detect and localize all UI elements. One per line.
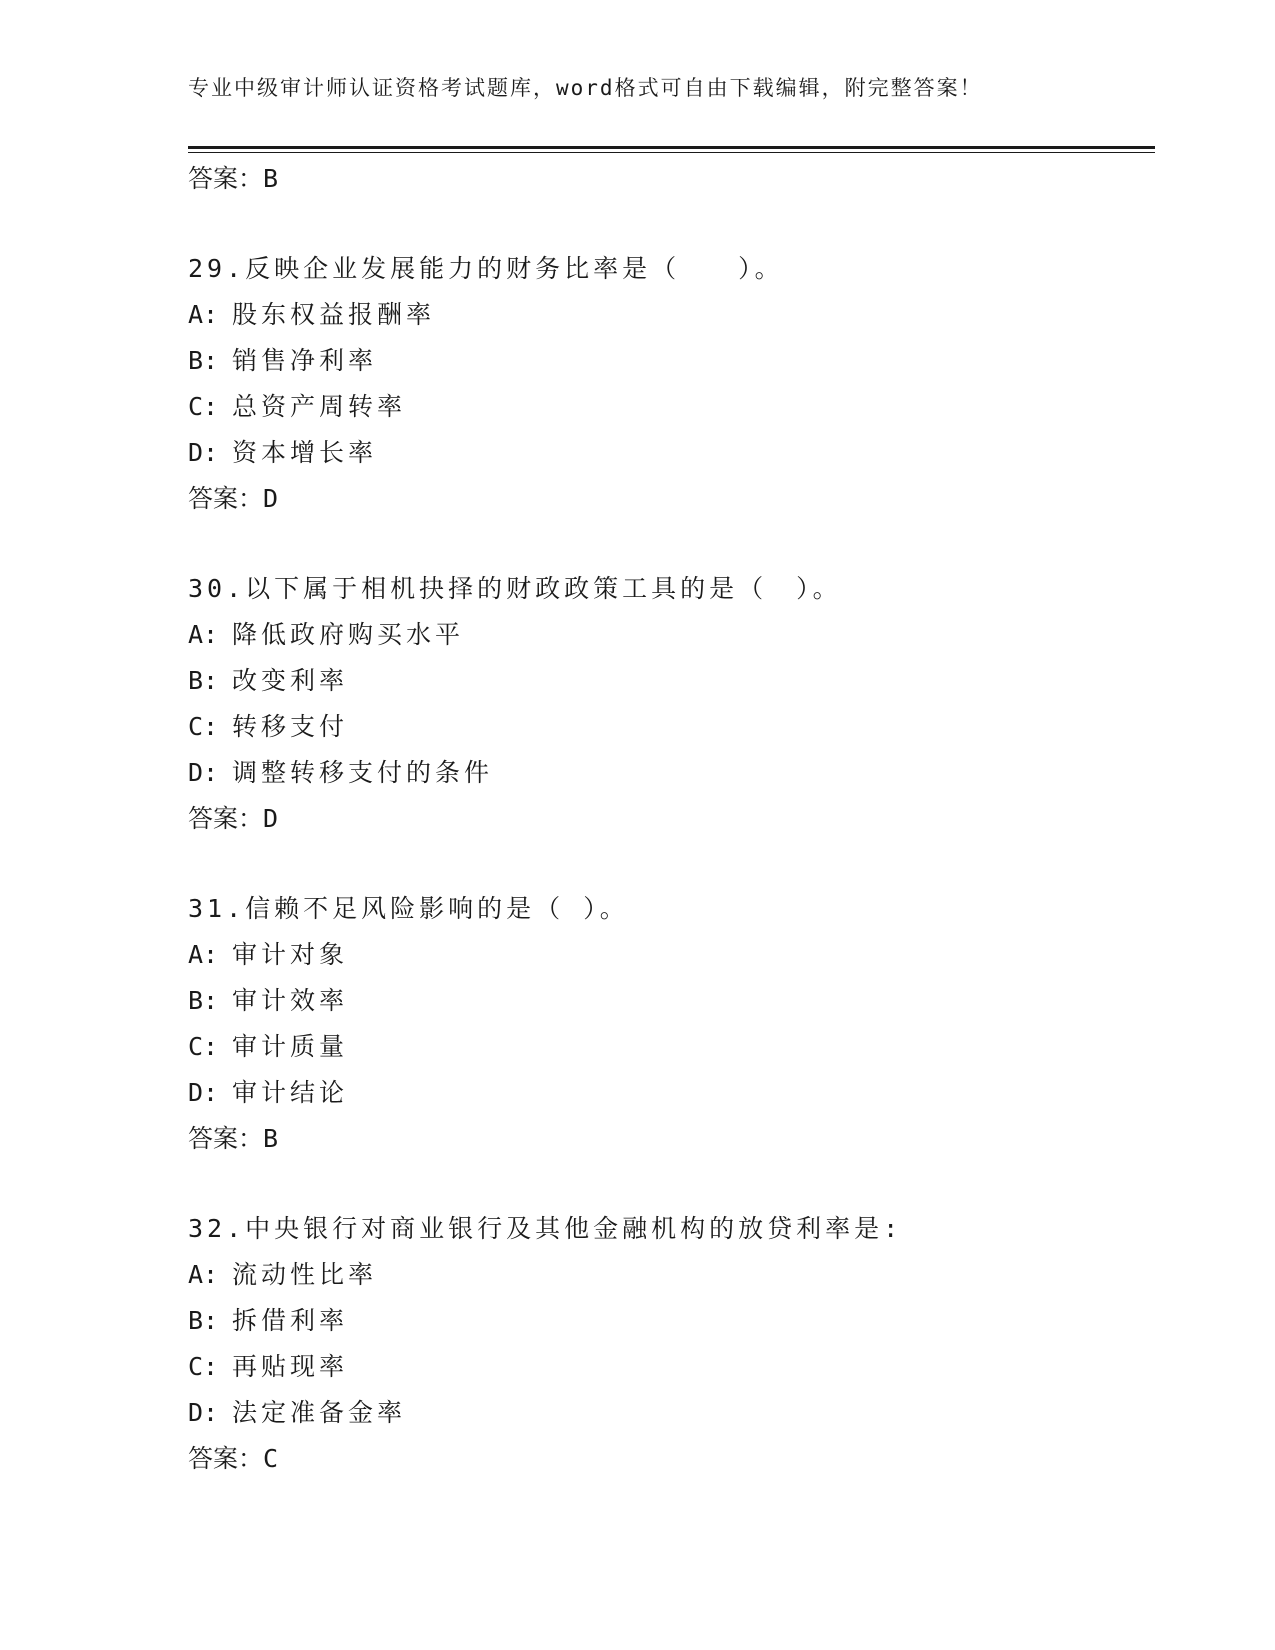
question-answer [188,1116,1128,1162]
option-text: 股东权益报酬率 [232,300,436,329]
option-text: 审计效率 [232,986,349,1015]
option-letter: C: [188,712,219,741]
option-text: 审计质量 [232,1032,349,1061]
option-text: 转移支付 [232,712,349,741]
option-letter: A: [188,1260,219,1289]
option-text: 降低政府购买水平 [232,620,465,649]
option-c [188,1344,1128,1390]
question-31 [188,886,1128,1162]
option-letter: D: [188,758,219,787]
option-d [188,430,1128,476]
option-text: 法定准备金率 [232,1398,407,1427]
option-letter: A: [188,300,219,329]
option-text: 审计对象 [232,940,349,969]
option-letter: C: [188,1352,219,1381]
option-a [188,932,1128,978]
question-answer [188,796,1128,842]
option-d [188,1070,1128,1116]
header-rule-thick [188,146,1155,149]
question-list [188,156,1128,1482]
option-letter: A: [188,940,219,969]
option-b [188,338,1128,384]
option-c [188,384,1128,430]
previous-answer [188,156,1128,202]
question-answer [188,476,1128,522]
option-letter: D: [188,438,219,467]
option-letter: C: [188,1032,219,1061]
option-text: 审计结论 [232,1078,349,1107]
option-letter: B: [188,346,219,375]
option-b [188,978,1128,1024]
option-text: 改变利率 [232,666,349,695]
answer-value: B [263,164,279,193]
option-text: 资本增长率 [232,438,378,467]
option-a [188,612,1128,658]
option-letter: B: [188,986,219,1015]
option-d [188,750,1128,796]
answer-label: 答案： [188,1444,264,1473]
answer-value: D [263,484,279,513]
option-b [188,658,1128,704]
option-d [188,1390,1128,1436]
answer-value: D [263,804,279,833]
page-header: 专业中级审计师认证资格考试题库，word格式可自由下载编辑，附完整答案！ [188,76,983,100]
option-c [188,1024,1128,1070]
question-29 [188,246,1128,522]
option-letter: B: [188,1306,219,1335]
option-text: 拆借利率 [232,1306,349,1335]
option-text: 再贴现率 [232,1352,349,1381]
option-c [188,704,1128,750]
answer-label: 答案： [188,164,264,193]
answer-label: 答案： [188,1124,264,1153]
question-stem: 29.反映企业发展能力的财务比率是（ ）。 [188,254,784,283]
option-text: 流动性比率 [232,1260,378,1289]
question-stem: 31.信赖不足风险影响的是（ ）。 [188,894,629,923]
answer-value: C [263,1444,279,1473]
option-a [188,1252,1128,1298]
option-text: 总资产周转率 [232,392,407,421]
question-answer [188,1436,1128,1482]
question-stem: 30.以下属于相机抉择的财政政策工具的是（ ）。 [188,574,842,603]
option-letter: D: [188,1078,219,1107]
answer-label: 答案： [188,804,264,833]
question-32 [188,1206,1128,1482]
question-30 [188,566,1128,842]
option-b [188,1298,1128,1344]
question-stem: 32.中央银行对商业银行及其他金融机构的放贷利率是: [188,1214,903,1243]
answer-value: B [263,1124,279,1153]
option-letter: A: [188,620,219,649]
option-a [188,292,1128,338]
option-text: 调整转移支付的条件 [232,758,494,787]
option-letter: B: [188,666,219,695]
header-rule-thin [188,152,1155,153]
option-text: 销售净利率 [232,346,378,375]
option-letter: D: [188,1398,219,1427]
option-letter: C: [188,392,219,421]
answer-label: 答案： [188,484,264,513]
